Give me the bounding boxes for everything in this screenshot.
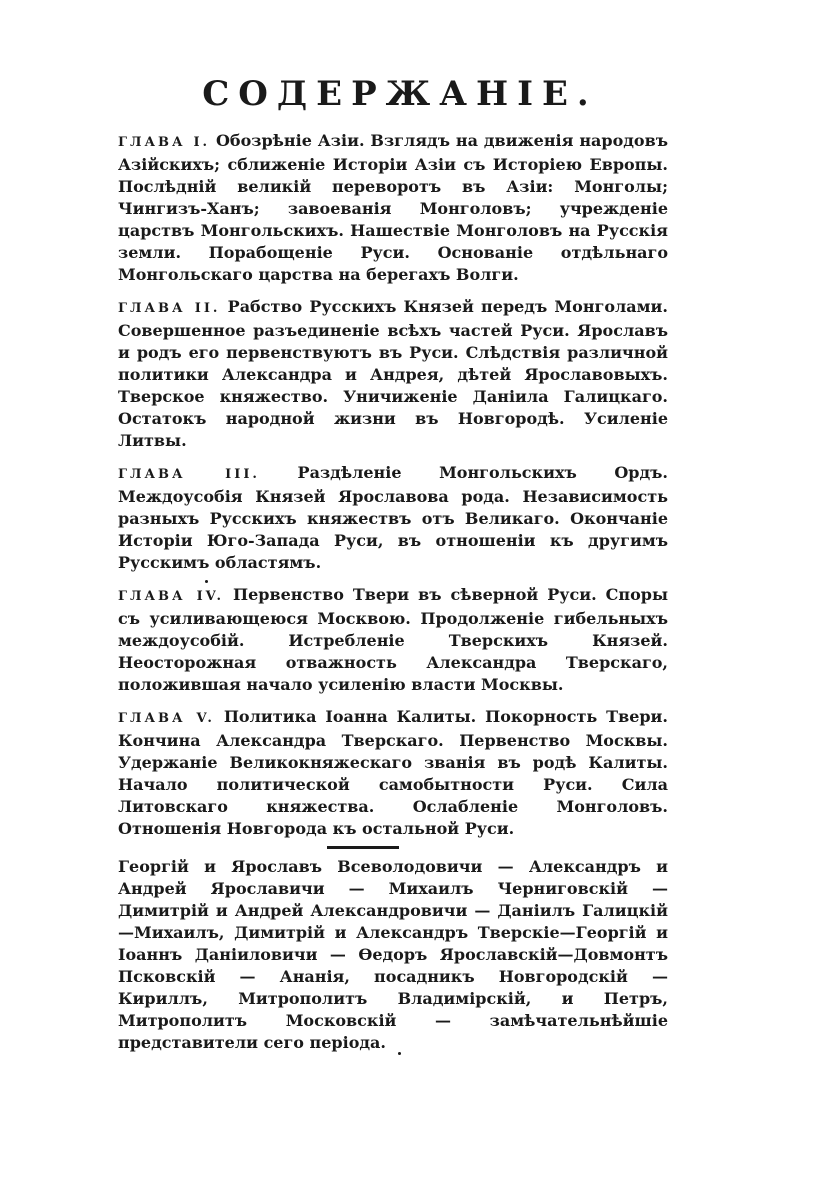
chapter-2-text: Рабство Русскихъ Князей передъ Монголами. Совершенное разъединеніе всѣхъ частей Руси. Ярославъ и родъ его первенствуютъ въ Руси. Слѣдствія различной политики Александра и Андрея, дѣтей Ярославовыхъ. Тверское княжество. Уничиженіе Даніила Галицкаго. Остатокъ народной жизни въ Новгородѣ. Усиленіе Литвы. bbox=[118, 297, 668, 450]
chapter-1-label: ГЛАВА I. bbox=[118, 135, 211, 150]
chapter-4-label: ГЛАВА IV. bbox=[118, 589, 224, 604]
persons-paragraph: Георгій и Ярославъ Всеволодовичи — Александръ и Андрей Ярославичи — Михаилъ Черниговскій — Димитрій и Андрей Александровичи — Даніилъ Галицкій—Михаилъ, Димитрій и Александръ Тверскіе—Георгій и Іоаннъ Даніиловичи — Ѳедоръ Ярославскій—Довмонтъ Псковскій — Ананія, посадникъ Новгородскій — Кириллъ, Митрополитъ Владимірскій, и Петръ, Митрополитъ Московскій — замѣчательнѣйшіе представители сего періода. bbox=[118, 857, 668, 1052]
chapter-3 bbox=[118, 462, 668, 574]
chapter-3-text: Раздѣленіе Монгольскихъ Ордъ. Междоусобія Князей Ярославова рода. Независимость разныхъ Русскихъ княжествъ отъ Великаго. Окончаніе Исторіи Юго-Запада Руси, въ отношеніи къ другимъ Русскимъ областямъ. bbox=[118, 463, 668, 572]
chapter-2-label: ГЛАВА II. bbox=[118, 301, 221, 316]
ink-speck bbox=[398, 1052, 401, 1055]
chapter-2 bbox=[118, 296, 668, 452]
chapter-3-label: ГЛАВА III. bbox=[118, 467, 260, 482]
section-divider bbox=[327, 846, 399, 849]
chapter-5-text: Политика Іоанна Калиты. Покорность Твери. Кончина Александра Тверскаго. Первенство Москвы. Удержаніе Великокняжескаго званія въ родѣ Калиты. Начало политической самобытности Руси. Сила Литовскаго княжества. Ослабленіе Монголовъ. Отношенія Новгорода къ остальной Руси. bbox=[118, 707, 668, 838]
chapter-1-text: Обозрѣніе Азіи. Взглядъ на движенія народовъ Азійскихъ; сближеніе Исторіи Азіи съ Исторіею Европы. Послѣдній великій переворотъ въ Азіи: Монголы; Чингизъ-Ханъ; завоеванія Монголовъ; учрежденіе царствъ Монгольскихъ. Нашествіе Монголовъ на Русскія земли. Порабощеніе Руси. Основаніе отдѣльнаго Монгольскаго царства на берегахъ Волги. bbox=[118, 131, 668, 284]
page-title: СОДЕРЖАНІЕ. bbox=[202, 74, 598, 114]
chapter-5 bbox=[118, 706, 668, 840]
chapter-1 bbox=[118, 130, 668, 286]
chapter-4-text: Первенство Твери въ сѣверной Руси. Споры съ усиливающеюся Москвою. Продолженіе гибельныхъ междоусобій. Истребленіе Тверскихъ Князей. Неосторожная отважность Александра Тверскаго, положившая начало усиленію власти Москвы. bbox=[118, 585, 668, 694]
chapter-4 bbox=[118, 584, 668, 696]
chapter-5-label: ГЛАВА V. bbox=[118, 711, 215, 726]
ink-speck bbox=[205, 580, 208, 583]
